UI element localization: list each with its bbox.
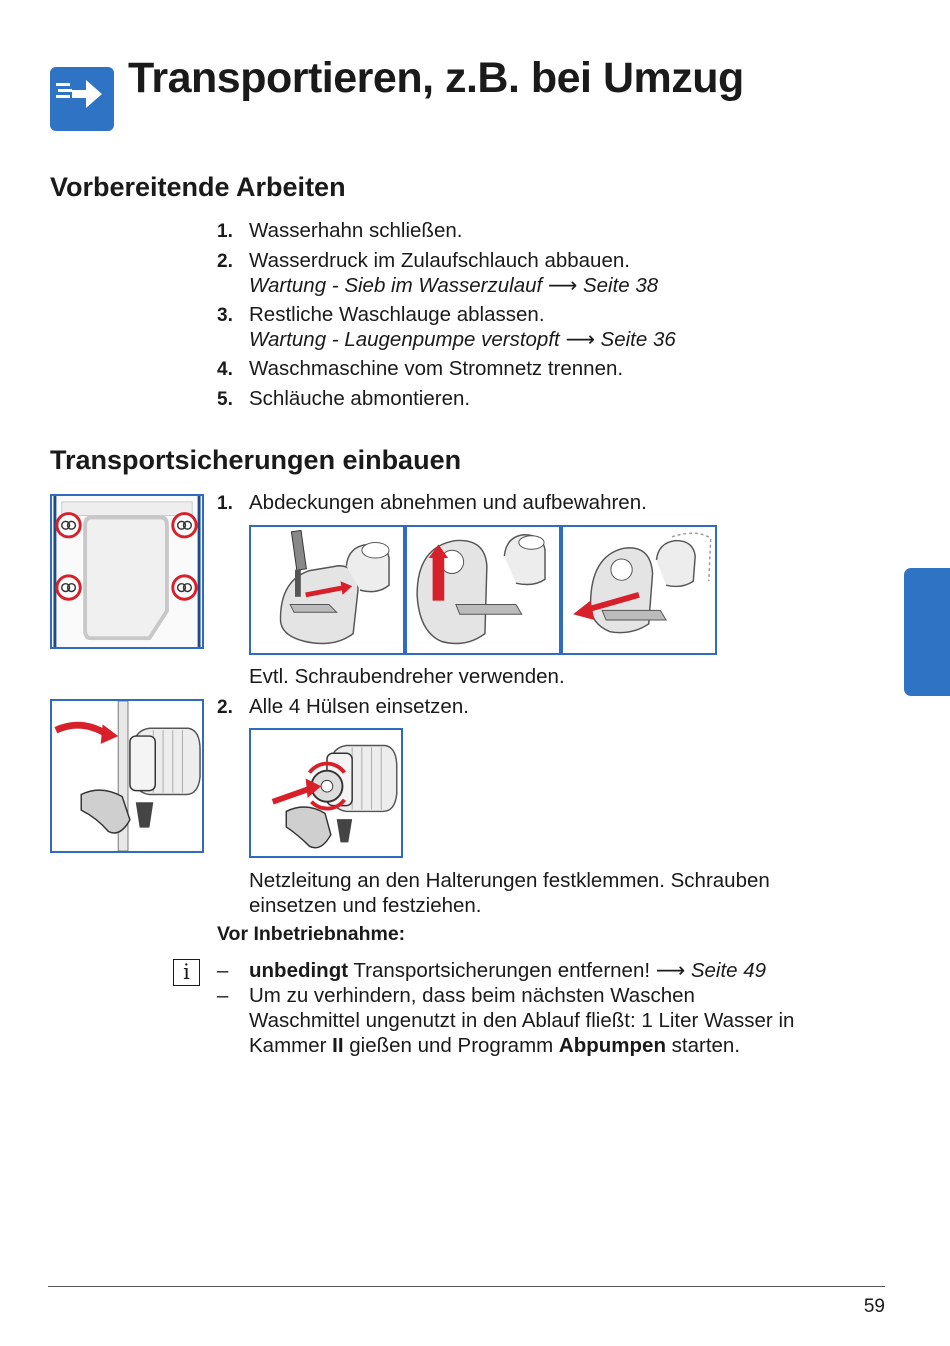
- chamber-label: II: [332, 1034, 344, 1057]
- figure-sleeve-with-cable: [50, 699, 204, 853]
- note-text: Um zu verhindern, dass beim nächsten Waschen: [249, 984, 695, 1007]
- before-use-heading: Vor Inbetriebnahme:: [217, 923, 406, 945]
- figure-machine-rear-overview: [50, 494, 204, 649]
- figure-insert-sleeve: [249, 728, 403, 858]
- reference-text: Wartung - Sieb im Wasserzulauf: [249, 274, 543, 297]
- figure-cover-removal-lift: [405, 525, 561, 655]
- step-number: 4.: [217, 359, 233, 380]
- step-number: 3.: [217, 305, 233, 326]
- step-text: Wasserdruck im Zulaufschlauch abbauen.: [249, 249, 630, 272]
- step-text: Restliche Waschlauge ablassen.: [249, 303, 545, 326]
- chapter-tab[interactable]: [904, 568, 950, 696]
- step-number: 1.: [217, 221, 233, 242]
- step-number: 1.: [217, 493, 233, 514]
- step-number: 2.: [217, 697, 233, 718]
- dash-bullet: –: [217, 984, 229, 1007]
- step-text: Waschmaschine vom Stromnetz trennen.: [249, 357, 624, 380]
- note-emphasis: unbedingt: [249, 959, 349, 982]
- cable-instruction-line2: einsetzen und festziehen.: [249, 894, 482, 917]
- reference-arrow-icon: ⟶: [655, 959, 686, 982]
- program-name: Abpumpen: [558, 1034, 666, 1057]
- note-text: gießen und Programm: [343, 1034, 559, 1057]
- note-text: starten.: [665, 1034, 741, 1057]
- note-text: Transportsicherungen entfernen!: [348, 959, 656, 982]
- section-title-transport-locks: Transportsicherungen einbauen: [50, 445, 462, 475]
- cable-instruction-line1: Netzleitung an den Halterungen festklemmen. Schrauben: [249, 869, 770, 892]
- page-title: Transportieren, z.B. bei Umzug: [128, 54, 744, 102]
- reference-page-link[interactable]: Seite 49: [690, 959, 767, 982]
- reference-arrow-icon: ⟶: [565, 328, 595, 351]
- transport-arrow-icon: [50, 67, 114, 131]
- step-number: 5.: [217, 389, 233, 410]
- section-title-preparation: Vorbereitende Arbeiten: [50, 172, 346, 202]
- step-text: Wasserhahn schließen.: [249, 219, 463, 242]
- reference-page-link[interactable]: Seite 38: [582, 274, 659, 297]
- step-text: Abdeckungen abnehmen und aufbewahren.: [249, 491, 647, 514]
- reference-page-link[interactable]: Seite 36: [600, 328, 676, 351]
- screwdriver-hint: Evtl. Schraubendreher verwenden.: [249, 665, 565, 688]
- note-text: Waschmittel ungenutzt in den Ablauf fließt: 1 Liter Wasser in: [249, 1009, 795, 1032]
- step-text: Schläuche abmontieren.: [249, 387, 471, 410]
- page-number: 59: [863, 1296, 885, 1317]
- reference-text: Wartung - Laugenpumpe verstopft: [249, 328, 560, 351]
- info-icon: i: [173, 959, 200, 986]
- footer-divider: [48, 1286, 885, 1287]
- step-text: Alle 4 Hülsen einsetzen.: [249, 695, 469, 718]
- figure-cover-removal-screwdriver: [249, 525, 405, 655]
- figure-cover-removal-slide-out: [561, 525, 717, 655]
- reference-arrow-icon: ⟶: [547, 274, 578, 297]
- step-number: 2.: [217, 251, 233, 272]
- dash-bullet: –: [217, 959, 229, 982]
- note-text: Kammer: [249, 1034, 333, 1057]
